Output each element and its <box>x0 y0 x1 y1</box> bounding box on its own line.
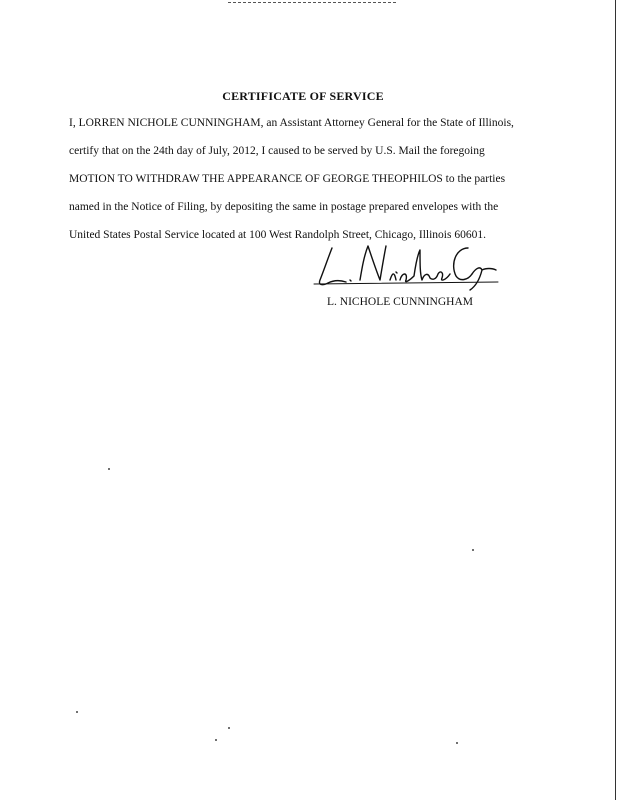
scan-speck <box>108 468 110 470</box>
body-line-1: I, LORREN NICHOLE CUNNINGHAM, an Assistant Attorney General for the State of Illinois, <box>69 117 514 129</box>
scan-speck <box>215 739 217 741</box>
signatory-name: L. NICHOLE CUNNINGHAM <box>327 296 473 308</box>
scan-speck <box>228 727 230 729</box>
body-line-3: MOTION TO WITHDRAW THE APPEARANCE OF GEORGE THEOPHILOS to the parties <box>69 173 506 185</box>
scan-artifact-top-line <box>228 2 396 4</box>
body-line-5: United States Postal Service located at 100 West Randolph Street, Chicago, Illinois 60601. <box>69 229 486 241</box>
scan-speck <box>456 742 458 744</box>
handwritten-signature <box>310 240 500 292</box>
scan-speck <box>76 711 78 713</box>
body-line-4: named in the Notice of Filing, by depositing the same in postage prepared envelopes with the <box>69 201 499 213</box>
certificate-title: CERTIFICATE OF SERVICE <box>222 89 384 103</box>
scan-speck <box>472 549 474 551</box>
body-line-2: certify that on the 24th day of July, 2012, I caused to be served by U.S. Mail the foregoing <box>69 145 485 157</box>
scan-artifact-right-edge <box>615 0 616 800</box>
